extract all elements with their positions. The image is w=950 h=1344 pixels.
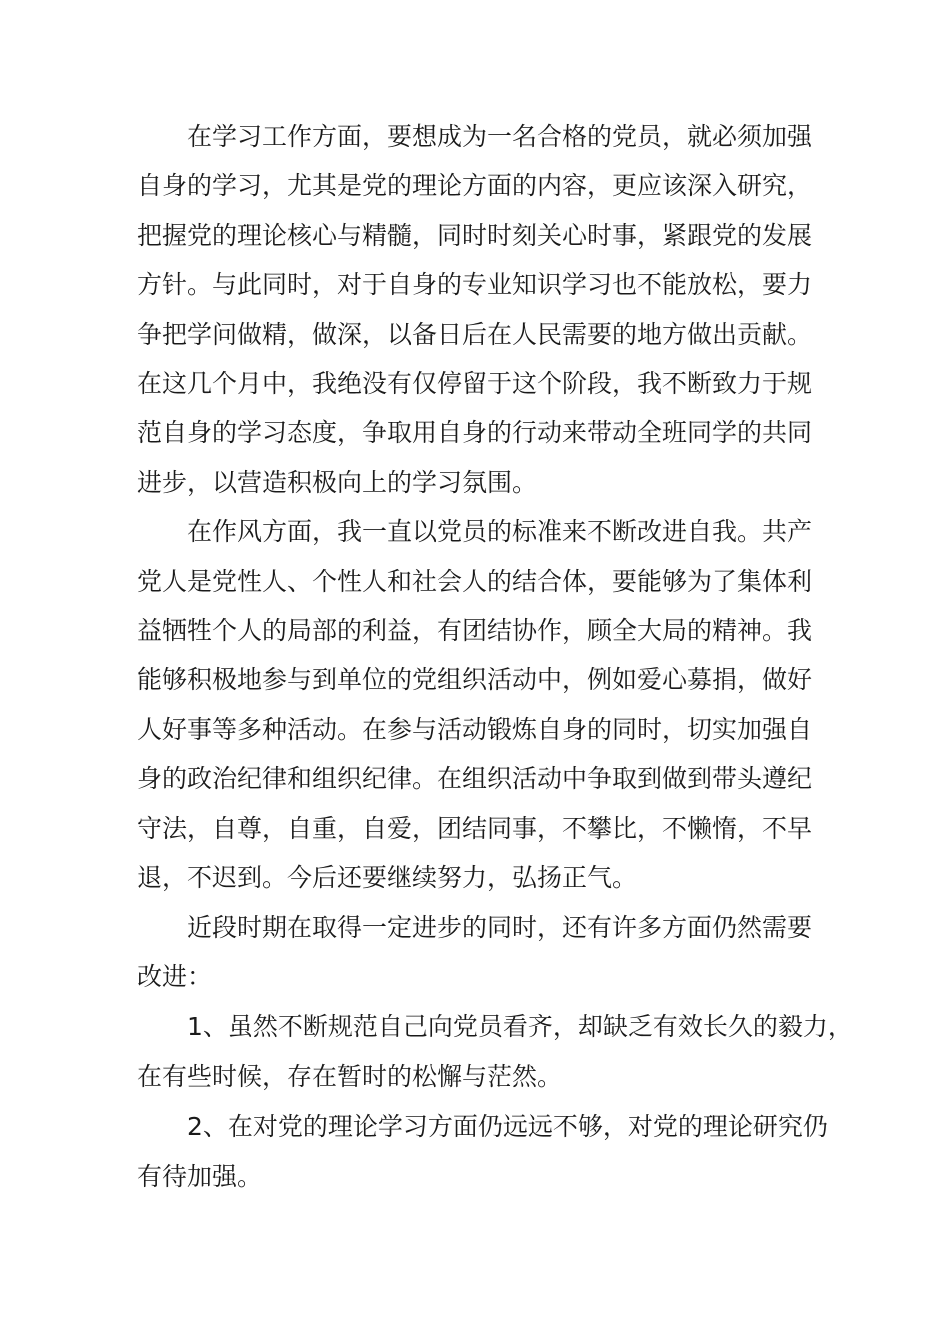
- document-body: [137, 112, 853, 1201]
- paragraph-improvement-item-2: [137, 1102, 828, 1201]
- text-line: 退，不迟到。今后还要继续努力，弘扬正气。: [137, 863, 638, 893]
- text-line: 守法，自尊，自重，自爱，团结同事，不攀比，不懒惰，不早: [137, 813, 813, 843]
- text-line: 自身的学习，尤其是党的理论方面的内容，更应该深入研究，: [137, 171, 813, 201]
- text-line: 党人是党性人、个性人和社会人的结合体，要能够为了集体利: [137, 566, 813, 596]
- text-line: 范自身的学习态度，争取用自身的行动来带动全班同学的共同: [137, 418, 813, 448]
- text-line: 益牺牲个人的局部的利益，有团结协作，顾全大局的精神。我: [137, 616, 813, 646]
- text-line: 在学习工作方面，要想成为一名合格的党员，就必须加强: [187, 122, 813, 151]
- paragraph-improvement-item-1: [137, 1002, 853, 1101]
- list-item-text-line: 在有些时候，存在暂时的松懈与茫然。: [137, 1061, 563, 1091]
- paragraph-work-style: [137, 507, 823, 902]
- text-line: 人好事等多种活动。在参与活动锻炼自身的同时，切实加强自: [137, 714, 813, 744]
- paragraph-study-work: [137, 112, 823, 507]
- paragraph-improvement-intro: [137, 903, 823, 1002]
- text-line: 在作风方面，我一直以党员的标准来不断改进自我。共产: [187, 517, 813, 547]
- list-item-text-line: 2、在对党的理论学习方面仍远远不够，对党的理论研究仍: [187, 1112, 828, 1142]
- text-line: 能够积极地参与到单位的党组织活动中，例如爱心募捐，做好: [137, 665, 813, 695]
- text-line: 把握党的理论核心与精髓，同时时刻关心时事，紧跟党的发展: [137, 220, 813, 250]
- list-item-text-line: 1、虽然不断规范自己向党员看齐，却缺乏有效长久的毅力，: [187, 1012, 853, 1042]
- text-line: 进步，以营造积极向上的学习氛围。: [137, 467, 538, 497]
- text-line: 身的政治纪律和组织纪律。在组织活动中争取到做到带头遵纪: [137, 764, 813, 794]
- text-line: 方针。与此同时，对于自身的专业知识学习也不能放松，要力: [137, 270, 813, 300]
- text-line: 改进：: [137, 961, 213, 991]
- text-line: 在这几个月中，我绝没有仅停留于这个阶段，我不断致力于规: [137, 369, 813, 399]
- text-line: 争把学问做精，做深，以备日后在人民需要的地方做出贡献。: [137, 319, 813, 349]
- text-line: 近段时期在取得一定进步的同时，还有许多方面仍然需要: [187, 912, 813, 942]
- list-item-text-line: 有待加强。: [137, 1161, 263, 1191]
